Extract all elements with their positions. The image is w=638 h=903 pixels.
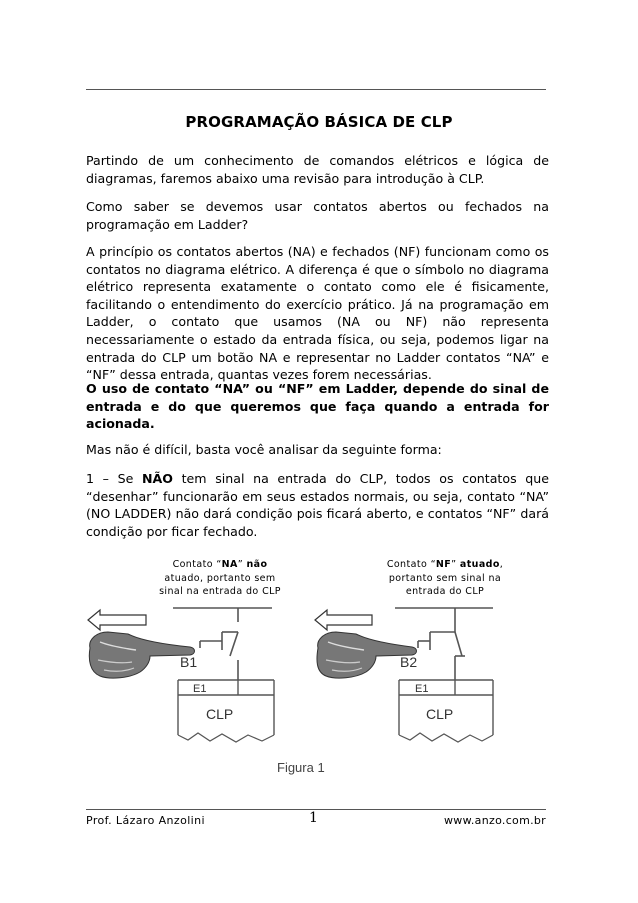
left-diagram bbox=[88, 608, 274, 742]
left-plc-label: CLP bbox=[206, 706, 234, 722]
paragraph-intro: Partindo de um conhecimento de comandos elétricos e lógica de diagramas, faremos abaixo uma revisão para introdução à CLP. bbox=[86, 153, 549, 186]
left-caption-line3: sinal na entrada do CLP bbox=[159, 586, 281, 597]
page-title: PROGRAMAÇÃO BÁSICA DE CLP bbox=[185, 113, 453, 131]
right-caption-nf: NF bbox=[435, 559, 452, 570]
right-caption-a: Contato “ bbox=[386, 559, 436, 570]
paragraph-question: Como saber se devemos usar contatos abertos ou fechados na programação em Ladder? bbox=[86, 199, 549, 232]
left-hand-icon bbox=[89, 632, 194, 678]
right-caption-line2: portanto sem sinal na bbox=[388, 572, 502, 584]
left-caption-c: ” bbox=[237, 559, 247, 570]
case-1-nao: NÃO bbox=[141, 471, 173, 486]
paragraph-analysis: Mas não é difícil, basta você analisar da seguinte forma: bbox=[86, 442, 442, 457]
right-caption-comma: , bbox=[499, 559, 504, 570]
case-1-prefix: 1 – Se bbox=[86, 471, 142, 486]
right-diagram bbox=[315, 608, 493, 742]
left-caption-a: Contato “ bbox=[172, 559, 222, 570]
left-caption-nao: não bbox=[246, 559, 268, 570]
footer-page-number: 1 bbox=[309, 810, 318, 826]
right-caption-atuado: atuado bbox=[459, 559, 500, 570]
footer-author: Prof. Lázaro Anzolini bbox=[86, 814, 205, 827]
left-input-label: E1 bbox=[193, 683, 207, 695]
left-caption-line2: atuado, portanto sem bbox=[164, 572, 276, 584]
paragraph-explanation: A princípio os contatos abertos (NA) e fechados (NF) funcionam como os contatos no diagrama elétrico. A diferença é que o símbolo no diagrama elétrico representa exatamente o contato como ele é fisicamente, facilitando o entendimento do exercício prático. Já na programação em Ladder, o contato que usamos (NA ou NF) não representa necessariamente o estado da entrada física, ou seja, podemos ligar na entrada do CLP um botão NA e representar no Ladder contatos “NA” e “NF” dessa entrada, quantas vezes forem necessárias. bbox=[86, 244, 549, 383]
left-caption-na: NA bbox=[221, 559, 238, 570]
left-arrow-icon bbox=[88, 610, 146, 630]
footer-website[interactable]: www.anzo.com.br bbox=[444, 814, 546, 827]
right-caption-line3: entrada do CLP bbox=[405, 586, 485, 597]
right-caption-c: ” bbox=[451, 559, 460, 570]
case-1-text: tem sinal na entrada do CLP, todos os contatos que “desenhar” funcionarão em seus estados normais, ou seja, contato “NA” (NO LADDER) não dará condição pois ficará aberto, e contatos “NF” dará condição por ficar fechado. bbox=[86, 471, 549, 539]
right-plc-label: CLP bbox=[426, 706, 454, 722]
right-arrow-icon bbox=[315, 610, 372, 630]
left-button-label: B1 bbox=[180, 654, 198, 670]
right-input-label: E1 bbox=[415, 683, 429, 695]
paragraph-bold-rule: O uso de contato “NA” ou “NF” em Ladder, depende do sinal de entrada e do que queremos que faça quando a entrada for acionada. bbox=[86, 381, 549, 432]
right-button-label: B2 bbox=[400, 654, 418, 670]
figure-caption: Figura 1 bbox=[277, 760, 325, 775]
